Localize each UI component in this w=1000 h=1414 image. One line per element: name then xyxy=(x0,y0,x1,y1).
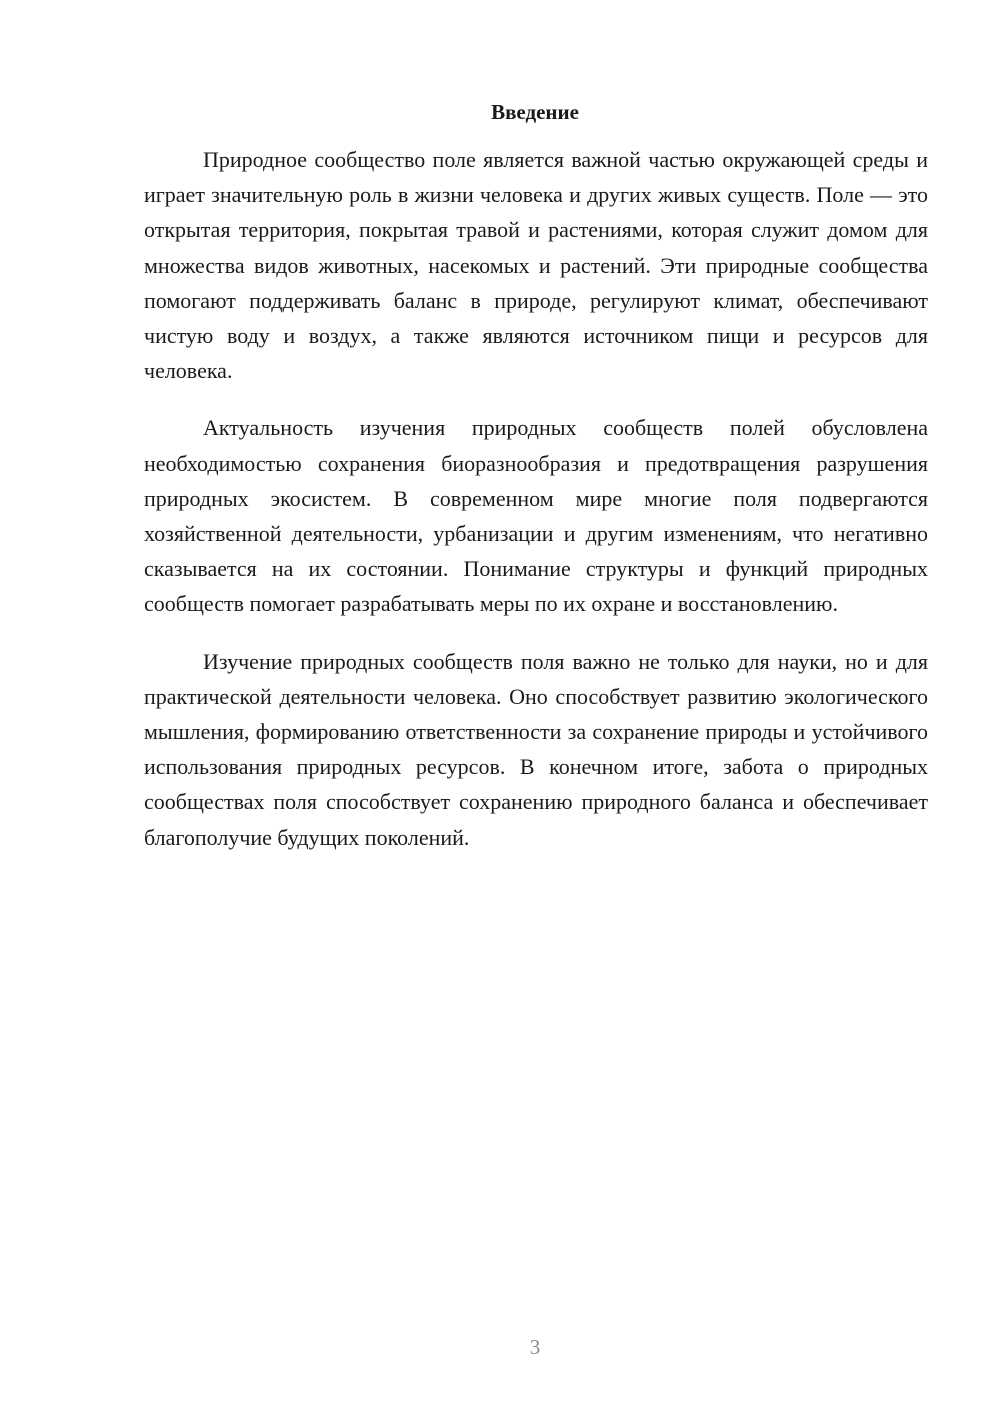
paragraph-importance: Изучение природных сообществ поля важно не только для науки, но и для практической деятельности человека. Оно способствует развитию экологического мышления, формированию ответственности за сохранение природы и устойчивого использования природных ресурсов. В конечном итоге, забота о природных сообществах поля способствует сохранению природного баланса и обеспечивает благополучие будущих поколений. xyxy=(144,648,928,850)
paragraph-introduction: Природное сообщество поле является важной частью окружающей среды и играет значительную роль в жизни человека и других живых существ. Поле — это открытая территория, покрытая травой и растениями, которая служит домом для множества видов животных, насекомых и растений. Эти природные сообщества помогают поддерживать баланс в природе, регулируют климат, обеспечивают чистую воду и воздух, а также являются источником пищи и ресурсов для человека. xyxy=(144,147,928,384)
page-number: 3 xyxy=(529,1335,541,1359)
body-text xyxy=(144,142,928,877)
section-heading: Введение xyxy=(491,100,579,124)
paragraph-relevance: Актуальность изучения природных сообществ полей обусловлена необходимостью сохранения биоразнообразия и предотвращения разрушения природных экосистем. В современном мире многие поля подвергаются хозяйственной деятельности, урбанизации и другим изменениям, что негативно сказывается на их состоянии. Понимание структуры и функций природных сообществ помогает разрабатывать меры по их охране и восстановлению. xyxy=(144,415,928,617)
